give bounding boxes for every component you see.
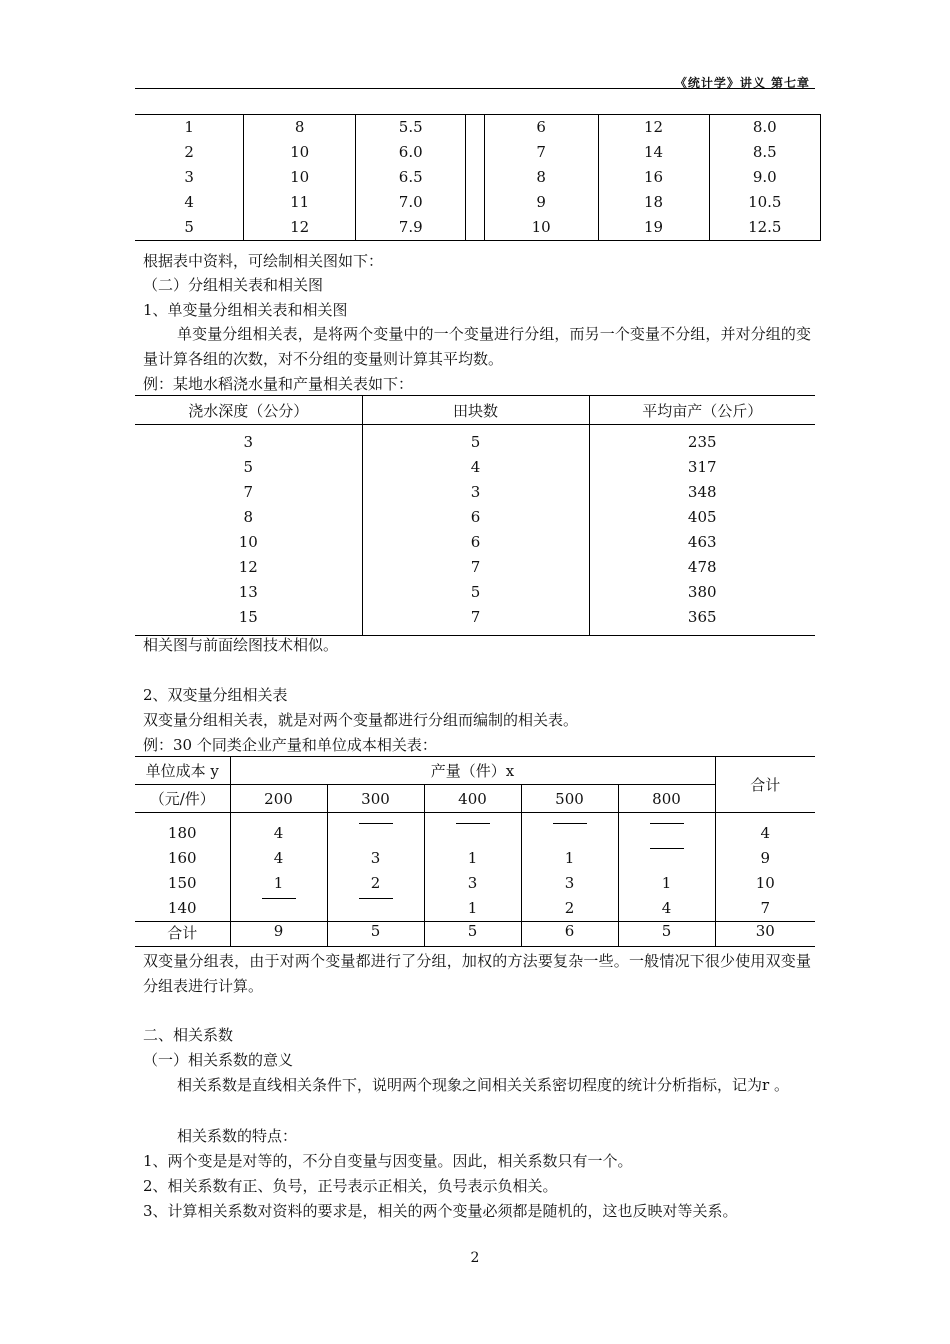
example-caption-2: 例：30 个同类企业产量和单位成本相关表：	[143, 736, 437, 754]
cell-value: 2	[370, 874, 381, 892]
column-cells	[618, 813, 715, 922]
cell-value: 4	[273, 824, 284, 842]
table-cell: 7.0	[356, 190, 466, 215]
table-cell: 10	[244, 140, 356, 165]
table-cell: 9.0	[709, 165, 820, 190]
cell-value: 7	[760, 899, 771, 917]
subsection-heading-meaning: （一）相关系数的意义	[143, 1051, 294, 1069]
table-row	[135, 530, 815, 555]
table-row	[135, 215, 821, 241]
row-header-line1: 单位成本 y	[135, 757, 230, 785]
cell-value	[328, 896, 424, 921]
table-cell: 10	[484, 215, 598, 241]
cell-value: 4	[760, 824, 771, 842]
column-cells	[230, 813, 327, 922]
table-data-pairs	[135, 114, 821, 241]
table-cell: 8	[243, 508, 254, 526]
total-cell: 5	[618, 922, 715, 947]
table-cell: 1	[135, 115, 244, 141]
grand-total: 30	[715, 922, 815, 947]
table-row	[135, 190, 821, 215]
subsection-heading-two-variable: 2、双变量分组相关表	[143, 686, 288, 704]
table-row	[135, 480, 815, 505]
paragraph-single-variable: 单变量分组相关表，是将两个变量中的一个变量进行分组，而另一个变量不分组，并对分组的变量计算各组的次数，对不分组的变量则计算其平均数。	[143, 325, 811, 368]
column-header: 800	[618, 785, 715, 813]
table-cell: 7.9	[356, 215, 466, 241]
table-cell: 8.5	[709, 140, 820, 165]
cell-value: 1	[564, 849, 575, 867]
paragraph-two-variable: 双变量分组表，由于对两个变量都进行了分组，加权的方法要复杂一些。一般情况下很少使用双变量分组表进行计算。	[143, 952, 811, 995]
cell-value: 1	[661, 874, 672, 892]
table-cell: 15	[135, 605, 362, 636]
column-header: 平均亩产（公斤）	[589, 396, 815, 425]
column-divider	[466, 115, 484, 141]
table-row	[135, 580, 815, 605]
cell-value: 3	[370, 849, 381, 867]
column-cells	[327, 813, 424, 922]
table-cell: 8	[244, 115, 356, 141]
table-cell: 365	[589, 605, 815, 636]
table-cell: 6	[362, 505, 589, 530]
cell-value	[619, 821, 715, 846]
example-caption-1: 例：某地水稻浇水量和产量相关表如下：	[143, 375, 414, 393]
section-heading-grouped-tables: （二）分组相关表和相关图	[143, 276, 324, 294]
text-p1: 根据表中资料，可绘制相关图如下：	[143, 252, 384, 270]
column-divider	[466, 215, 484, 241]
table-cell: 7	[362, 605, 589, 636]
column-header: 浇水深度（公分）	[135, 396, 362, 425]
table-cell: 3	[135, 165, 244, 190]
column-cells	[521, 813, 618, 922]
cell-value: 3	[467, 874, 478, 892]
column-cells	[424, 813, 521, 922]
table-cell: 5	[135, 215, 244, 241]
header-title: 《统计学》讲义 第七章	[674, 76, 810, 90]
table-cell: 6	[484, 115, 598, 141]
col-group-header: 产量（件）x	[230, 757, 715, 785]
table-cell: 12	[244, 215, 356, 241]
column-divider	[466, 140, 484, 165]
table-cell: 3	[362, 480, 589, 505]
subsection-heading-single-variable: 1、单变量分组相关表和相关图	[143, 301, 348, 319]
table-cell: 6.5	[356, 165, 466, 190]
cell-value: 2	[564, 899, 575, 917]
cell-value: 160	[167, 849, 197, 867]
table-cell: 12	[238, 558, 258, 576]
table-cell: 4	[135, 190, 244, 215]
cell-value: 180	[167, 824, 197, 842]
column-divider	[466, 190, 484, 215]
table-cell: 18	[598, 190, 709, 215]
table-row	[135, 505, 815, 530]
table-cell: 2	[135, 140, 244, 165]
table-cell: 14	[598, 140, 709, 165]
column-divider	[466, 165, 484, 190]
table-cell: 19	[598, 215, 709, 241]
table-cell: 7	[243, 483, 254, 501]
table-cell: 478	[589, 555, 815, 580]
total-header: 合计	[715, 757, 815, 813]
text-p6: 相关图与前面绘图技术相似。	[143, 636, 339, 654]
table-cell: 6.0	[356, 140, 466, 165]
cell-value: 4	[661, 899, 672, 917]
page-number: 2	[470, 1250, 480, 1266]
table-cell: 12	[598, 115, 709, 141]
table-cell: 380	[589, 580, 815, 605]
column-header: 200	[230, 785, 327, 813]
table-row	[135, 165, 821, 190]
cell-value: 150	[167, 874, 197, 892]
feature-item-1: 1、两个变是是对等的，不分自变量与因变量。因此，相关系数只有一个。	[143, 1152, 633, 1170]
total-row-label: 合计	[135, 922, 230, 947]
table-cell: 5	[362, 580, 589, 605]
table-row	[135, 140, 821, 165]
empty-dash	[359, 898, 393, 924]
table-cell: 11	[244, 190, 356, 215]
cell-value	[231, 896, 327, 921]
header-rule	[135, 88, 815, 89]
table-cell: 7	[362, 555, 589, 580]
total-cell: 5	[424, 922, 521, 947]
cell-value: 140	[167, 899, 197, 917]
empty-dash	[262, 898, 296, 924]
row-header-line2: （元/件）	[135, 785, 230, 813]
table-cell: 235	[589, 425, 815, 456]
table-cell: 5	[362, 425, 589, 456]
cell-value: 3	[564, 874, 575, 892]
table-cell: 8	[484, 165, 598, 190]
row-labels	[135, 813, 230, 922]
cell-value: 10	[755, 874, 775, 892]
table-row	[135, 605, 815, 636]
table-output-cost	[135, 756, 815, 947]
cell-value	[328, 821, 424, 846]
column-header: 田块数	[362, 396, 589, 425]
table-cell: 9	[484, 190, 598, 215]
table-cell: 10	[244, 165, 356, 190]
table-row	[135, 115, 821, 141]
cell-value	[522, 821, 618, 846]
table-cell: 13	[238, 583, 258, 601]
table-cell: 12.5	[709, 215, 820, 241]
cell-value	[619, 846, 715, 871]
table-irrigation-yield	[135, 395, 815, 636]
cell-value	[425, 821, 521, 846]
table-cell: 6	[362, 530, 589, 555]
row-totals	[715, 813, 815, 922]
text-features-intro: 相关系数的特点：	[177, 1127, 298, 1145]
feature-item-3: 3、计算相关系数对资料的要求是，相关的两个变量必须都是随机的，这也反映对等关系。	[143, 1202, 738, 1220]
table-cell: 348	[589, 480, 815, 505]
feature-item-2: 2、相关系数有正、负号，正号表示正相关，负号表示负相关。	[143, 1177, 558, 1195]
table-cell: 405	[589, 505, 815, 530]
table-cell: 4	[362, 455, 589, 480]
paragraph-definition: 相关系数是直线相关条件下，说明两个现象之间相关关系密切程度的统计分析指标，记为r 。	[177, 1076, 789, 1094]
table-cell: 7	[484, 140, 598, 165]
column-header: 500	[521, 785, 618, 813]
column-header: 300	[327, 785, 424, 813]
table-cell: 463	[589, 530, 815, 555]
cell-value: 9	[760, 849, 771, 867]
text-p8: 双变量分组相关表，就是对两个变量都进行分组而编制的相关表。	[143, 711, 579, 729]
total-cell: 9	[230, 922, 327, 947]
table-cell: 5	[243, 458, 254, 476]
cell-value: 1	[467, 899, 478, 917]
table-cell: 317	[589, 455, 815, 480]
cell-value: 4	[273, 849, 284, 867]
total-cell: 6	[521, 922, 618, 947]
section-heading-correlation: 二、相关系数	[143, 1026, 234, 1044]
table-cell: 3	[243, 433, 254, 451]
table-cell: 16	[598, 165, 709, 190]
table-row	[135, 455, 815, 480]
table-cell: 5.5	[356, 115, 466, 141]
cell-value: 1	[273, 874, 284, 892]
cell-value: 1	[467, 849, 478, 867]
table-cell: 10.5	[709, 190, 820, 215]
column-header: 400	[424, 785, 521, 813]
table-row	[135, 555, 815, 580]
table-cell: 8.0	[709, 115, 820, 141]
table-row	[135, 425, 815, 456]
table-cell: 10	[238, 533, 258, 551]
total-cell: 5	[327, 922, 424, 947]
